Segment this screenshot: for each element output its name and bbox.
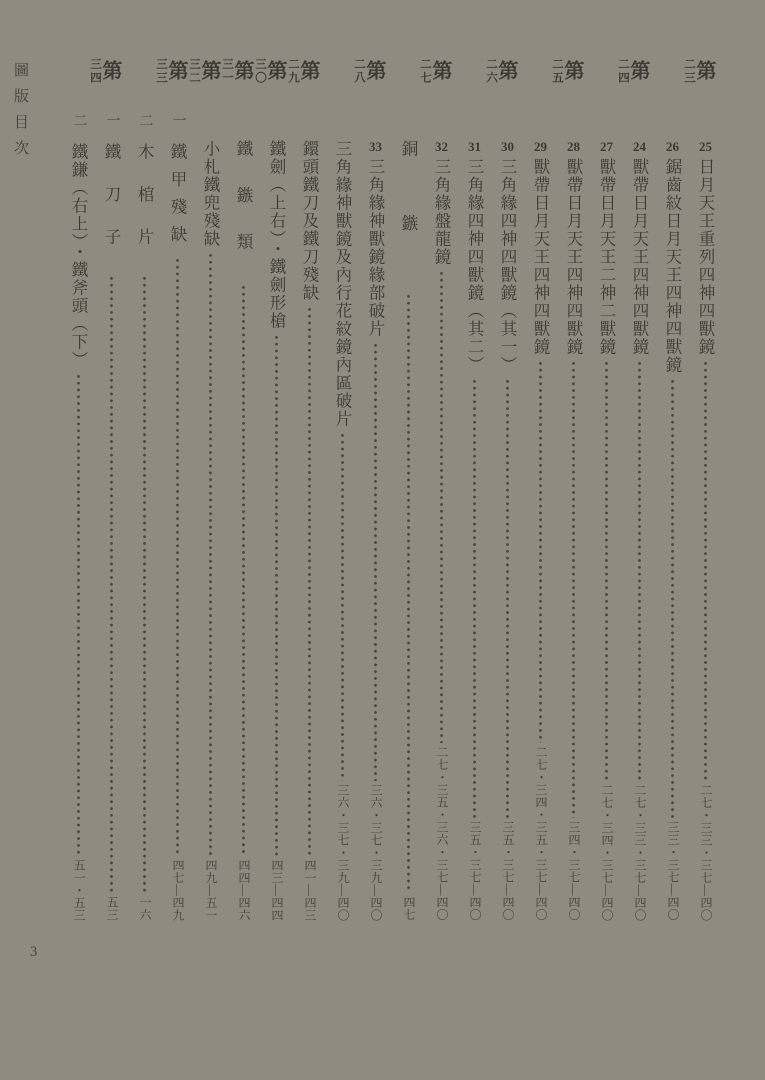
dotted-leader — [597, 360, 616, 781]
dotted-leader — [267, 334, 286, 856]
dotted-leader — [663, 378, 682, 818]
plate-entry-pages: 一六 — [138, 896, 152, 921]
plate-group-lines — [597, 113, 649, 922]
plate-group-header — [188, 55, 220, 85]
plate-entry — [498, 113, 517, 922]
plate-group-header — [221, 55, 253, 85]
plate-entry-pages: 四七 — [402, 896, 416, 921]
plate-index-list — [69, 55, 715, 925]
plate-entry-title: 鐵劍（上右）・鐵劍形槍 — [267, 140, 286, 330]
plate-entry — [168, 113, 187, 922]
plate-entry-pages: 四一—四三 — [303, 858, 317, 921]
plate-entry — [696, 113, 715, 922]
dotted-leader — [399, 293, 418, 893]
plate-entry-title: 鐵刀子 — [102, 143, 121, 271]
plate-entry-arabic-number: 30 — [501, 139, 514, 154]
plate-entry-sub-number: 二 — [137, 113, 153, 127]
plate-group — [399, 55, 451, 925]
plate-entry-title: 日月天王重列四神四獸鏡 — [696, 158, 715, 356]
plate-entry — [597, 113, 616, 922]
plate-entry-pages: 四九—五一 — [204, 858, 218, 921]
dotted-leader — [564, 360, 583, 818]
plate-group-lines — [201, 113, 220, 922]
plate-entry — [69, 113, 88, 922]
plate-entry — [366, 113, 385, 922]
plate-group-header — [287, 55, 319, 85]
plate-group-header — [155, 55, 187, 85]
plate-entry — [663, 113, 682, 922]
plate-group — [188, 55, 220, 925]
plate-entry-pages: 四三—四四 — [270, 858, 284, 921]
plate-entry-pages: 三五・三七—四〇 — [468, 821, 482, 921]
plate-header-prefix: 第 — [627, 60, 649, 80]
plate-entry-sub-number: 二 — [71, 113, 87, 127]
plate-entry — [102, 113, 121, 922]
plate-entry-pages: 三六・三七・三九—四〇 — [336, 783, 350, 921]
plate-group — [597, 55, 649, 925]
plate-header-prefix: 第 — [165, 60, 187, 80]
plate-group-header — [683, 55, 715, 85]
plate-group-header — [254, 55, 286, 85]
plate-entry — [630, 113, 649, 922]
plate-entry — [267, 113, 286, 922]
plate-entry-title: 鐵甲殘缺 — [168, 143, 187, 253]
plate-group-header — [617, 55, 649, 85]
plate-entry-title: 銅鏃 — [399, 140, 418, 289]
plate-group — [663, 55, 715, 925]
plate-group-lines — [399, 113, 451, 922]
dotted-leader — [696, 360, 715, 781]
plate-group — [333, 55, 385, 925]
plate-group-lines — [531, 113, 583, 922]
plate-group-header — [551, 55, 583, 85]
plate-entry-title: 獸帶日月天王二神二獸鏡 — [597, 158, 616, 356]
plate-header-number: 三〇 — [254, 58, 266, 85]
plate-entry — [300, 113, 319, 922]
plate-entry-pages: 五一・五三 — [72, 858, 86, 921]
plate-group-lines — [267, 113, 286, 922]
plate-header-number: 二五 — [551, 58, 563, 85]
plate-entry-pages: 二七・三五・三六・三七—四〇 — [435, 746, 449, 921]
dotted-leader — [69, 373, 88, 856]
plate-entry-title: 獸帶日月天王四神四獸鏡 — [630, 158, 649, 356]
plate-entry — [531, 113, 550, 922]
dotted-leader — [531, 360, 550, 743]
folio-page-number: 3 — [30, 944, 38, 960]
plate-header-number: 二七 — [419, 58, 431, 85]
dotted-leader — [333, 432, 352, 781]
plate-entry-sub-number: 一 — [104, 113, 120, 127]
dotted-leader — [630, 360, 649, 781]
plate-entry-pages: 二七・三三・三七—四〇 — [699, 783, 713, 921]
plate-entry-title: 三角緣四神四獸鏡（其一） — [498, 158, 517, 374]
dotted-leader — [366, 342, 385, 781]
plate-header-number: 二四 — [617, 58, 629, 85]
plate-header-number: 二六 — [485, 58, 497, 85]
page-title: 圖版目次 — [12, 62, 28, 166]
plate-entry-title: 鐶頭鐵刀及鐵刀殘缺 — [300, 140, 319, 302]
plate-group-lines — [465, 113, 517, 922]
plate-header-prefix: 第 — [495, 60, 517, 80]
plate-header-prefix: 第 — [693, 60, 715, 80]
plate-entry-title: 木棺片 — [135, 143, 154, 271]
plate-group-lines — [333, 113, 385, 922]
plate-group — [135, 55, 187, 925]
plate-group — [221, 55, 253, 925]
plate-group — [254, 55, 286, 925]
dotted-leader — [102, 275, 121, 894]
plate-entry-pages: 二七・三四・三五・三七—四〇 — [534, 746, 548, 921]
plate-entry-title: 獸帶日月天王四神四獸鏡 — [531, 158, 550, 356]
plate-header-prefix: 第 — [363, 60, 385, 80]
plate-entry-pages: 三四・三七—四〇 — [567, 821, 581, 921]
plate-group — [287, 55, 319, 925]
plate-group-lines — [69, 113, 121, 922]
plate-group-lines — [300, 113, 319, 922]
plate-entry-pages: 二七・三四・三七—四〇 — [600, 783, 614, 921]
plate-entry — [234, 113, 253, 922]
plate-entry-arabic-number: 31 — [468, 139, 481, 154]
plate-entry — [333, 113, 352, 922]
dotted-leader — [432, 270, 451, 743]
plate-entry-arabic-number: 32 — [435, 139, 448, 154]
plate-entry-pages: 五三 — [105, 896, 119, 921]
plate-entry-pages: 四七—四九 — [171, 858, 185, 921]
plate-entry-pages: 三五・三七—四〇 — [501, 821, 515, 921]
plate-entry-title: 三角緣神獸鏡緣部破片 — [366, 158, 385, 338]
plate-group-header — [485, 55, 517, 85]
plate-entry-sub-number: 一 — [170, 113, 186, 127]
plate-entry-arabic-number: 33 — [369, 139, 382, 154]
plate-group-lines — [663, 113, 715, 922]
plate-entry-pages: 三三・三七—四〇 — [666, 821, 680, 921]
plate-entry-title: 鐵鎌（右上）・鐵斧頭（下） — [69, 143, 88, 369]
plate-group — [465, 55, 517, 925]
dotted-leader — [201, 252, 220, 856]
plate-group-header — [89, 55, 121, 85]
plate-header-prefix: 第 — [297, 60, 319, 80]
plate-header-number: 二九 — [287, 58, 299, 85]
plate-header-number: 二八 — [353, 58, 365, 85]
plate-header-number: 三二 — [188, 58, 200, 85]
plate-entry-title: 獸帶日月天王四神四獸鏡 — [564, 158, 583, 356]
plate-group-lines — [135, 113, 187, 922]
dotted-leader — [465, 378, 484, 818]
plate-header-number: 三一 — [221, 58, 233, 85]
plate-header-prefix: 第 — [198, 60, 220, 80]
plate-entry-title: 三角緣盤龍鏡 — [432, 158, 451, 266]
plate-entry-arabic-number: 29 — [534, 139, 547, 154]
plate-header-prefix: 第 — [264, 60, 286, 80]
dotted-leader — [300, 306, 319, 856]
plate-header-number: 三四 — [89, 58, 101, 85]
dotted-leader — [135, 275, 154, 894]
plate-entry-pages: 二七・三三・三七—四〇 — [633, 783, 647, 921]
plate-entry-title: 鐵鏃類 — [234, 140, 253, 280]
dotted-leader — [234, 284, 253, 856]
plate-header-prefix: 第 — [99, 60, 121, 80]
plate-entry — [465, 113, 484, 922]
plate-group-header — [353, 55, 385, 85]
plate-entry-pages: 三六・三七・三九—四〇 — [369, 783, 383, 921]
plate-entry — [135, 113, 154, 922]
plate-header-prefix: 第 — [561, 60, 583, 80]
plate-entry-arabic-number: 24 — [633, 139, 646, 154]
plate-entry-title: 鋸齒紋日月天王四神四獸鏡 — [663, 158, 682, 374]
plate-entry-title: 小札鐵兜殘缺 — [201, 140, 220, 248]
plate-entry-arabic-number: 28 — [567, 139, 580, 154]
plate-entry-arabic-number: 25 — [699, 139, 712, 154]
plate-entry-title: 三角緣神獸鏡及內行花紋鏡內區破片 — [333, 140, 352, 428]
plate-entry-arabic-number: 26 — [666, 139, 679, 154]
plate-entry-pages: 四四—四六 — [237, 858, 251, 921]
plate-group-lines — [234, 113, 253, 922]
dotted-leader — [168, 257, 187, 856]
plate-entry — [432, 113, 451, 922]
plate-entry — [564, 113, 583, 922]
plate-entry — [201, 113, 220, 922]
dotted-leader — [498, 378, 517, 818]
plate-group — [531, 55, 583, 925]
plate-header-prefix: 第 — [429, 60, 451, 80]
plate-entry-arabic-number: 27 — [600, 139, 613, 154]
plate-group-header — [419, 55, 451, 85]
plate-header-prefix: 第 — [231, 60, 253, 80]
plate-group — [69, 55, 121, 925]
plate-header-number: 二三 — [683, 58, 695, 85]
plate-entry — [399, 113, 418, 922]
plate-header-number: 三三 — [155, 58, 167, 85]
plate-entry-title: 三角緣四神四獸鏡（其二） — [465, 158, 484, 374]
